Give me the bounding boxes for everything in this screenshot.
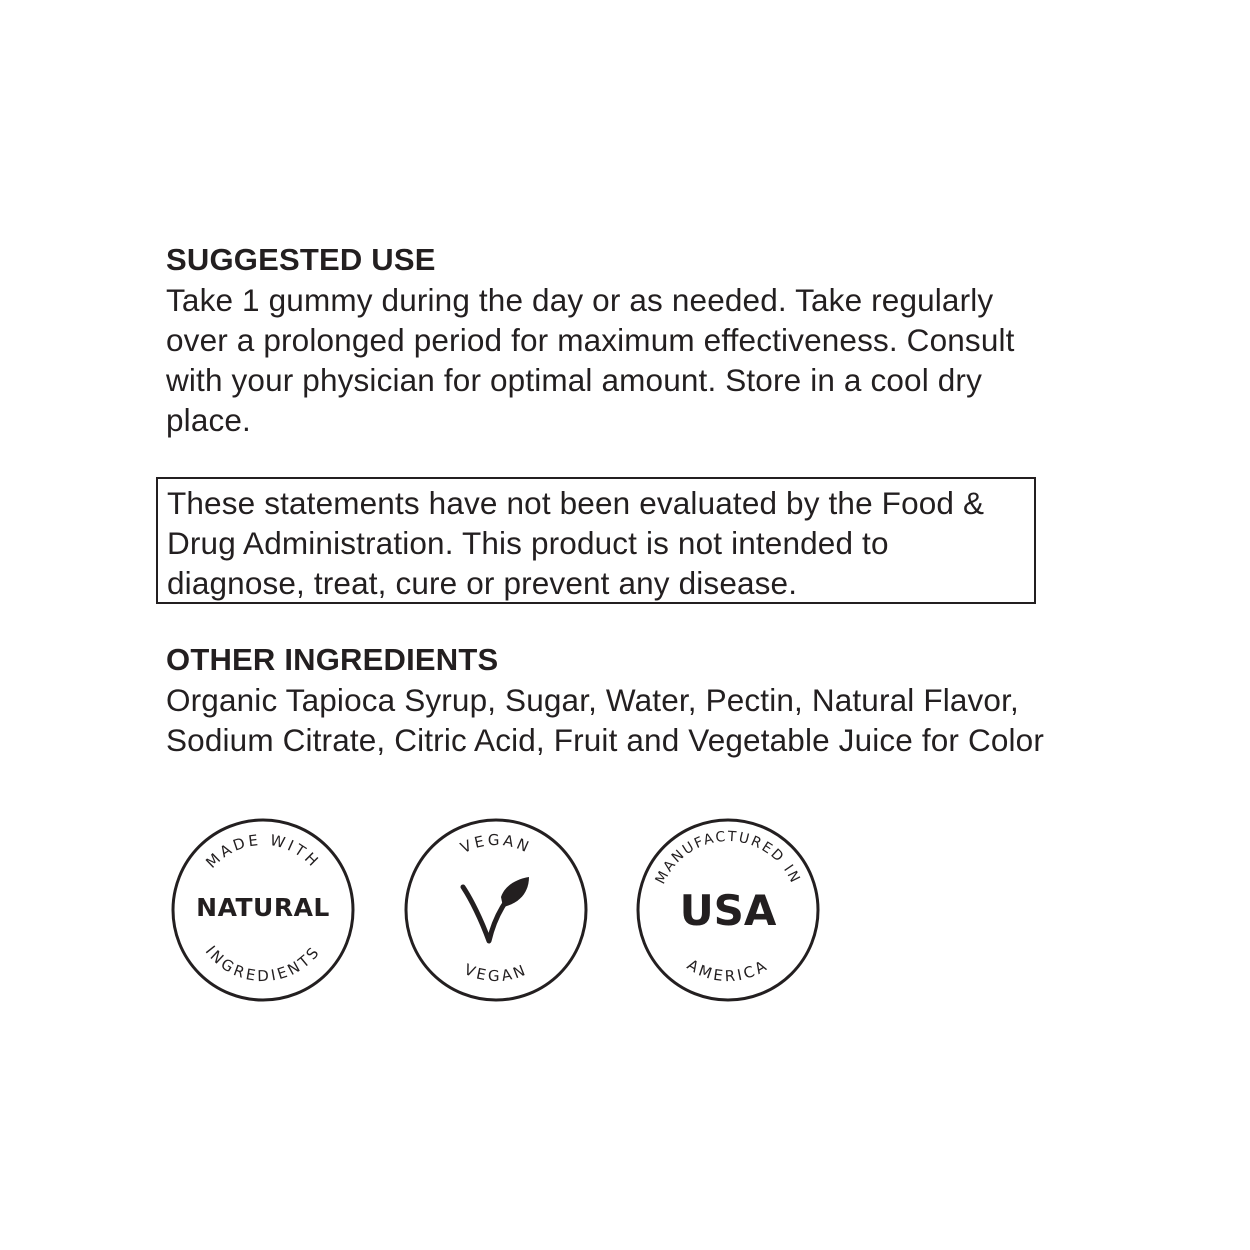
suggested-use-heading: SUGGESTED USE (166, 242, 436, 277)
leaf-check-icon (463, 877, 529, 941)
natural-badge-bottom-arc: INGREDIENTS (201, 942, 325, 986)
usa-badge-seal (633, 815, 823, 1005)
made-in-usa-badge (633, 815, 823, 1005)
other-ingredients-heading: OTHER INGREDIENTS (166, 642, 499, 677)
natural-badge-top-arc: MADE WITH (202, 830, 324, 872)
vegan-badge-top-arc: VEGAN (457, 830, 535, 858)
other-ingredients-text: Organic Tapioca Syrup, Sugar, Water, Pectin, Natural Flavor, Sodium Citrate, Citric Acid, Fruit and Vegetable Juice for Color (166, 682, 1044, 758)
vegan-badge-bottom-arc: VEGAN (461, 960, 531, 986)
usa-badge-top-arc: MANUFACTURED IN (652, 828, 804, 887)
other-ingredients-section (166, 640, 1146, 760)
vegan-badge-seal (401, 815, 591, 1005)
natural-ingredients-badge (168, 815, 358, 1005)
vegan-badge (401, 815, 591, 1005)
natural-badge-center: NATURAL (196, 893, 330, 922)
fda-disclaimer-text: These statements have not been evaluated by the Food & Drug Administration. This product is not intended to diagnose, treat, cure or prevent any disease. (167, 485, 985, 601)
usa-badge-bottom-arc: AMERICA (683, 955, 773, 986)
natural-badge-seal (168, 815, 358, 1005)
usa-badge-center: USA (679, 886, 777, 935)
suggested-use-section (166, 240, 1126, 440)
fda-disclaimer-box (156, 477, 1036, 604)
suggested-use-text: Take 1 gummy during the day or as needed. Take regularly over a prolonged period for maximum effectiveness. Consult with your physician for optimal amount. Store in a cool dry place. (166, 282, 1015, 438)
